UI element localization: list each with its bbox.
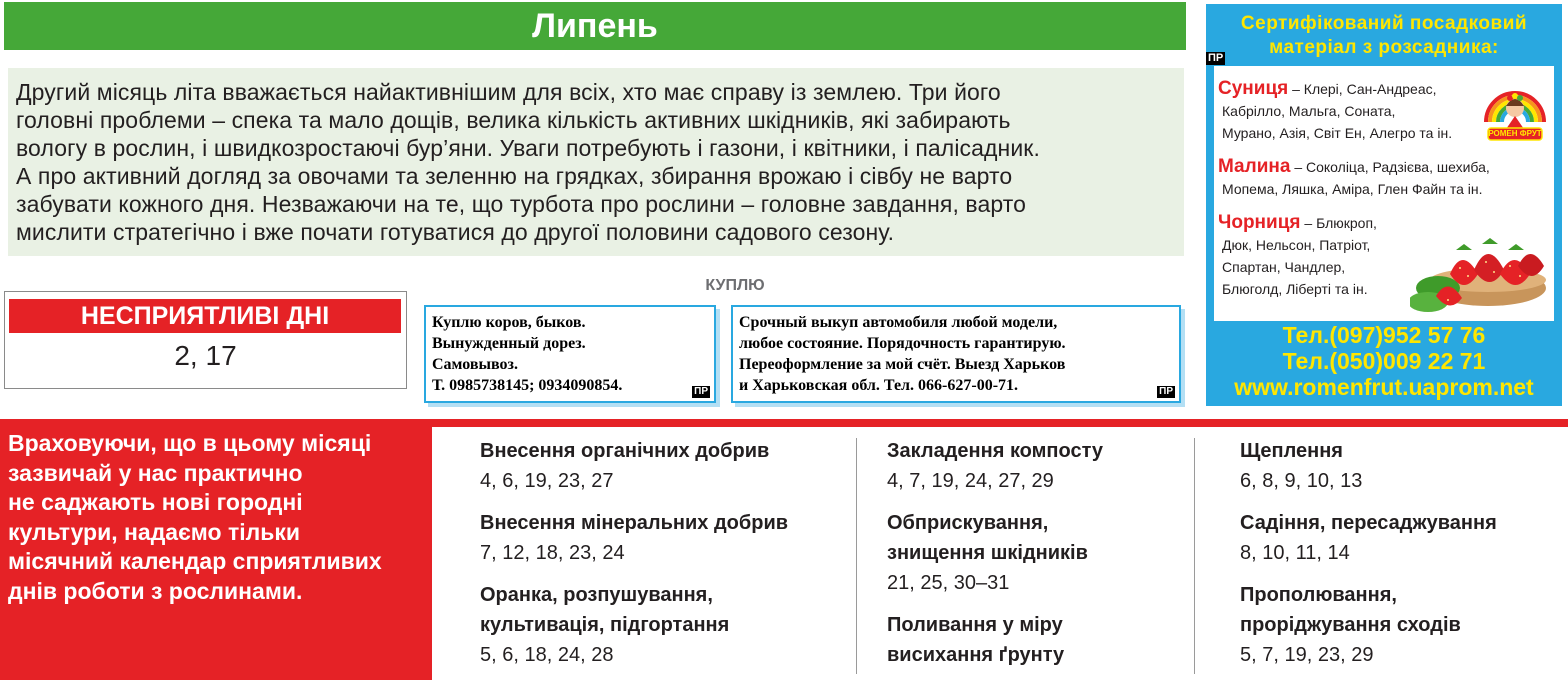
calendar-intro-line: місячний календар сприятливих: [8, 548, 382, 574]
calendar-days: 6, 8, 9, 10, 13: [1240, 470, 1363, 492]
calendar-intro-line: культури, надаємо тільки: [8, 518, 301, 545]
page-title: Липень: [4, 2, 1186, 50]
pr-badge: ПР: [1159, 386, 1173, 397]
calendar-intro-line: не саджають нові городні: [8, 489, 303, 515]
column-divider: [1194, 438, 1195, 674]
calendar-task: знищення шкідників: [887, 542, 1088, 564]
nursery-phone: Тел.(097)952 57 76: [1282, 322, 1486, 348]
classified-ad-car-buyout: [731, 305, 1181, 403]
berry-varieties: Спартан, Чандлер,: [1222, 259, 1346, 275]
calendar-item: [1240, 436, 1560, 496]
calendar-task: Щеплення: [1240, 440, 1343, 462]
nursery-berry-blueberry: [1218, 212, 1377, 300]
nursery-title-line: Сертифікований посадковий: [1240, 13, 1528, 34]
berry-varieties: Мурано, Азія, Світ Ен, Алегро та ін.: [1222, 125, 1453, 141]
calendar-days: 8, 10, 11, 14: [1240, 542, 1350, 564]
calendar-item: [1240, 580, 1560, 670]
calendar-task: Закладення компосту: [887, 440, 1104, 462]
calendar-item: [887, 508, 1187, 598]
intro-line: головні проблеми – спека та мало дощів, велика кількість активних шкідників, які забирають: [16, 107, 1011, 133]
ad-line: Самовывоз.: [432, 356, 518, 373]
nursery-berry-strawberry: [1218, 78, 1452, 144]
calendar-task: Внесення органічних добрив: [480, 440, 770, 462]
intro-line: забувати кожного дня. Незважаючи на те, що турбота про рослини – головне завдання, варто: [16, 191, 1027, 217]
unfavorable-days-value: 2, 17: [174, 340, 237, 371]
berry-name: Малина: [1218, 156, 1291, 177]
calendar-item: [887, 436, 1187, 496]
calendar-days: 4, 6, 19, 23, 27: [480, 470, 614, 492]
intro-paragraph: [8, 68, 1184, 256]
calendar-days: 5, 7, 19, 23, 29: [1240, 644, 1374, 666]
nursery-phone: Тел.(050)009 22 71: [1282, 348, 1486, 374]
calendar-task: проріджування сходів: [1240, 614, 1461, 636]
unfavorable-days-label: НЕСПРИЯТЛИВІ ДНІ: [9, 299, 401, 333]
nursery-varieties-panel: [1214, 66, 1554, 321]
ad-line: Переоформление за мой счёт. Выезд Харьков: [739, 356, 1066, 373]
berry-name: Чорниця: [1218, 212, 1301, 233]
ad-line: любое состояние. Порядочность гарантирую.: [739, 335, 1066, 352]
nursery-advertisement: [1206, 4, 1562, 406]
nursery-title: [1206, 12, 1562, 60]
calendar-task: Оранка, розпушування,: [480, 584, 713, 606]
calendar-column-2: [887, 436, 1187, 670]
pr-badge: ПР: [694, 386, 708, 397]
berry-varieties: Кабрілло, Мальга, Соната,: [1222, 103, 1396, 119]
column-divider: [856, 438, 857, 674]
calendar-intro-line: днів роботи з рослинами.: [8, 577, 303, 604]
berry-varieties: Блюголд, Ліберті та ін.: [1222, 281, 1368, 297]
calendar-days: 7, 12, 18, 23, 24: [480, 542, 625, 564]
strawberry-icon: [1410, 216, 1554, 316]
berry-varieties: Мопема, Ляшка, Аміра, Глен Файн та ін.: [1222, 181, 1483, 197]
calendar-days: 5, 6, 18, 24, 28: [480, 644, 614, 666]
calendar-column-1: [480, 436, 840, 682]
calendar-intro-line: Враховуючи, що в цьому місяці: [8, 430, 372, 456]
calendar-task: Садіння, пересаджування: [1240, 512, 1497, 534]
ad-line: Срочный выкуп автомобиля любой модели,: [739, 314, 1058, 331]
calendar-days: 4, 7, 19, 24, 27, 29: [887, 470, 1054, 492]
calendar-item: [480, 436, 840, 496]
calendar-item: [480, 508, 840, 568]
pr-badge: ПР: [1208, 52, 1224, 64]
intro-line: мислити стратегічно і вже почати готуватися до другої половини садового сезону.: [16, 219, 895, 245]
nursery-contacts: [1206, 322, 1562, 400]
nursery-title-line: матеріал з розсадника:: [1269, 37, 1499, 58]
calendar-item: [887, 610, 1187, 670]
calendar-task: культивація, підгортання: [480, 614, 730, 636]
ad-line: Т. 0985738145; 0934090854.: [432, 377, 623, 394]
berry-varieties: – Соколіца, Радзієва, шехиба,: [1294, 159, 1490, 175]
calendar-item: [480, 580, 840, 670]
calendar-column-3: [1240, 436, 1560, 682]
calendar-days: 21, 25, 30–31: [887, 572, 1010, 594]
berry-name: Суниця: [1218, 78, 1289, 99]
intro-line: вологу в рослин, і швидкозростаючі бур’яни. Уваги потребують і газони, і квітники, і палісадник.: [16, 135, 1040, 161]
calendar-item: [1240, 508, 1560, 568]
calendar-task: Внесення мінеральних добрив: [480, 512, 789, 534]
berry-varieties: Дюк, Нельсон, Патріот,: [1222, 237, 1371, 253]
calendar-task: Поливання у міру: [887, 614, 1063, 636]
ad-line: и Харьковская обл. Тел. 066-627-00-71.: [739, 377, 1019, 394]
berry-varieties: – Блюкроп,: [1304, 215, 1377, 231]
nursery-logo-text: РОМЕН ФРУТ: [1488, 129, 1542, 138]
ad-line: Вынужденный дорез.: [432, 335, 586, 352]
classified-ad-cattle: [424, 305, 716, 403]
nursery-berry-raspberry: [1218, 156, 1490, 200]
intro-line: А про активний догляд за овочами та зеленню на грядках, збирання врожаю і сівбу не варто: [16, 163, 1013, 189]
intro-line: Другий місяць літа вважається найактивнішим для всіх, хто має справу із землею. Три його: [16, 79, 1001, 105]
calendar-task: Обприскування,: [887, 512, 1049, 534]
strawberry-bowl-illustration: [1410, 216, 1554, 316]
calendar-task: Прополювання,: [1240, 584, 1397, 606]
nursery-logo: [1480, 72, 1550, 144]
calendar-intro-text: [8, 429, 428, 606]
berry-varieties: – Клері, Сан-Андреас,: [1292, 81, 1437, 97]
ad-line: Куплю коров, быков.: [432, 314, 586, 331]
classifieds-section-label: КУПЛЮ: [705, 277, 765, 294]
calendar-intro-line: зазвичай у нас практично: [8, 459, 303, 486]
nursery-website-link[interactable]: www.romenfrut.uaprom.net: [1234, 374, 1534, 400]
unfavorable-days-box: [4, 291, 407, 389]
calendar-task: висихання ґрунту: [887, 644, 1065, 666]
